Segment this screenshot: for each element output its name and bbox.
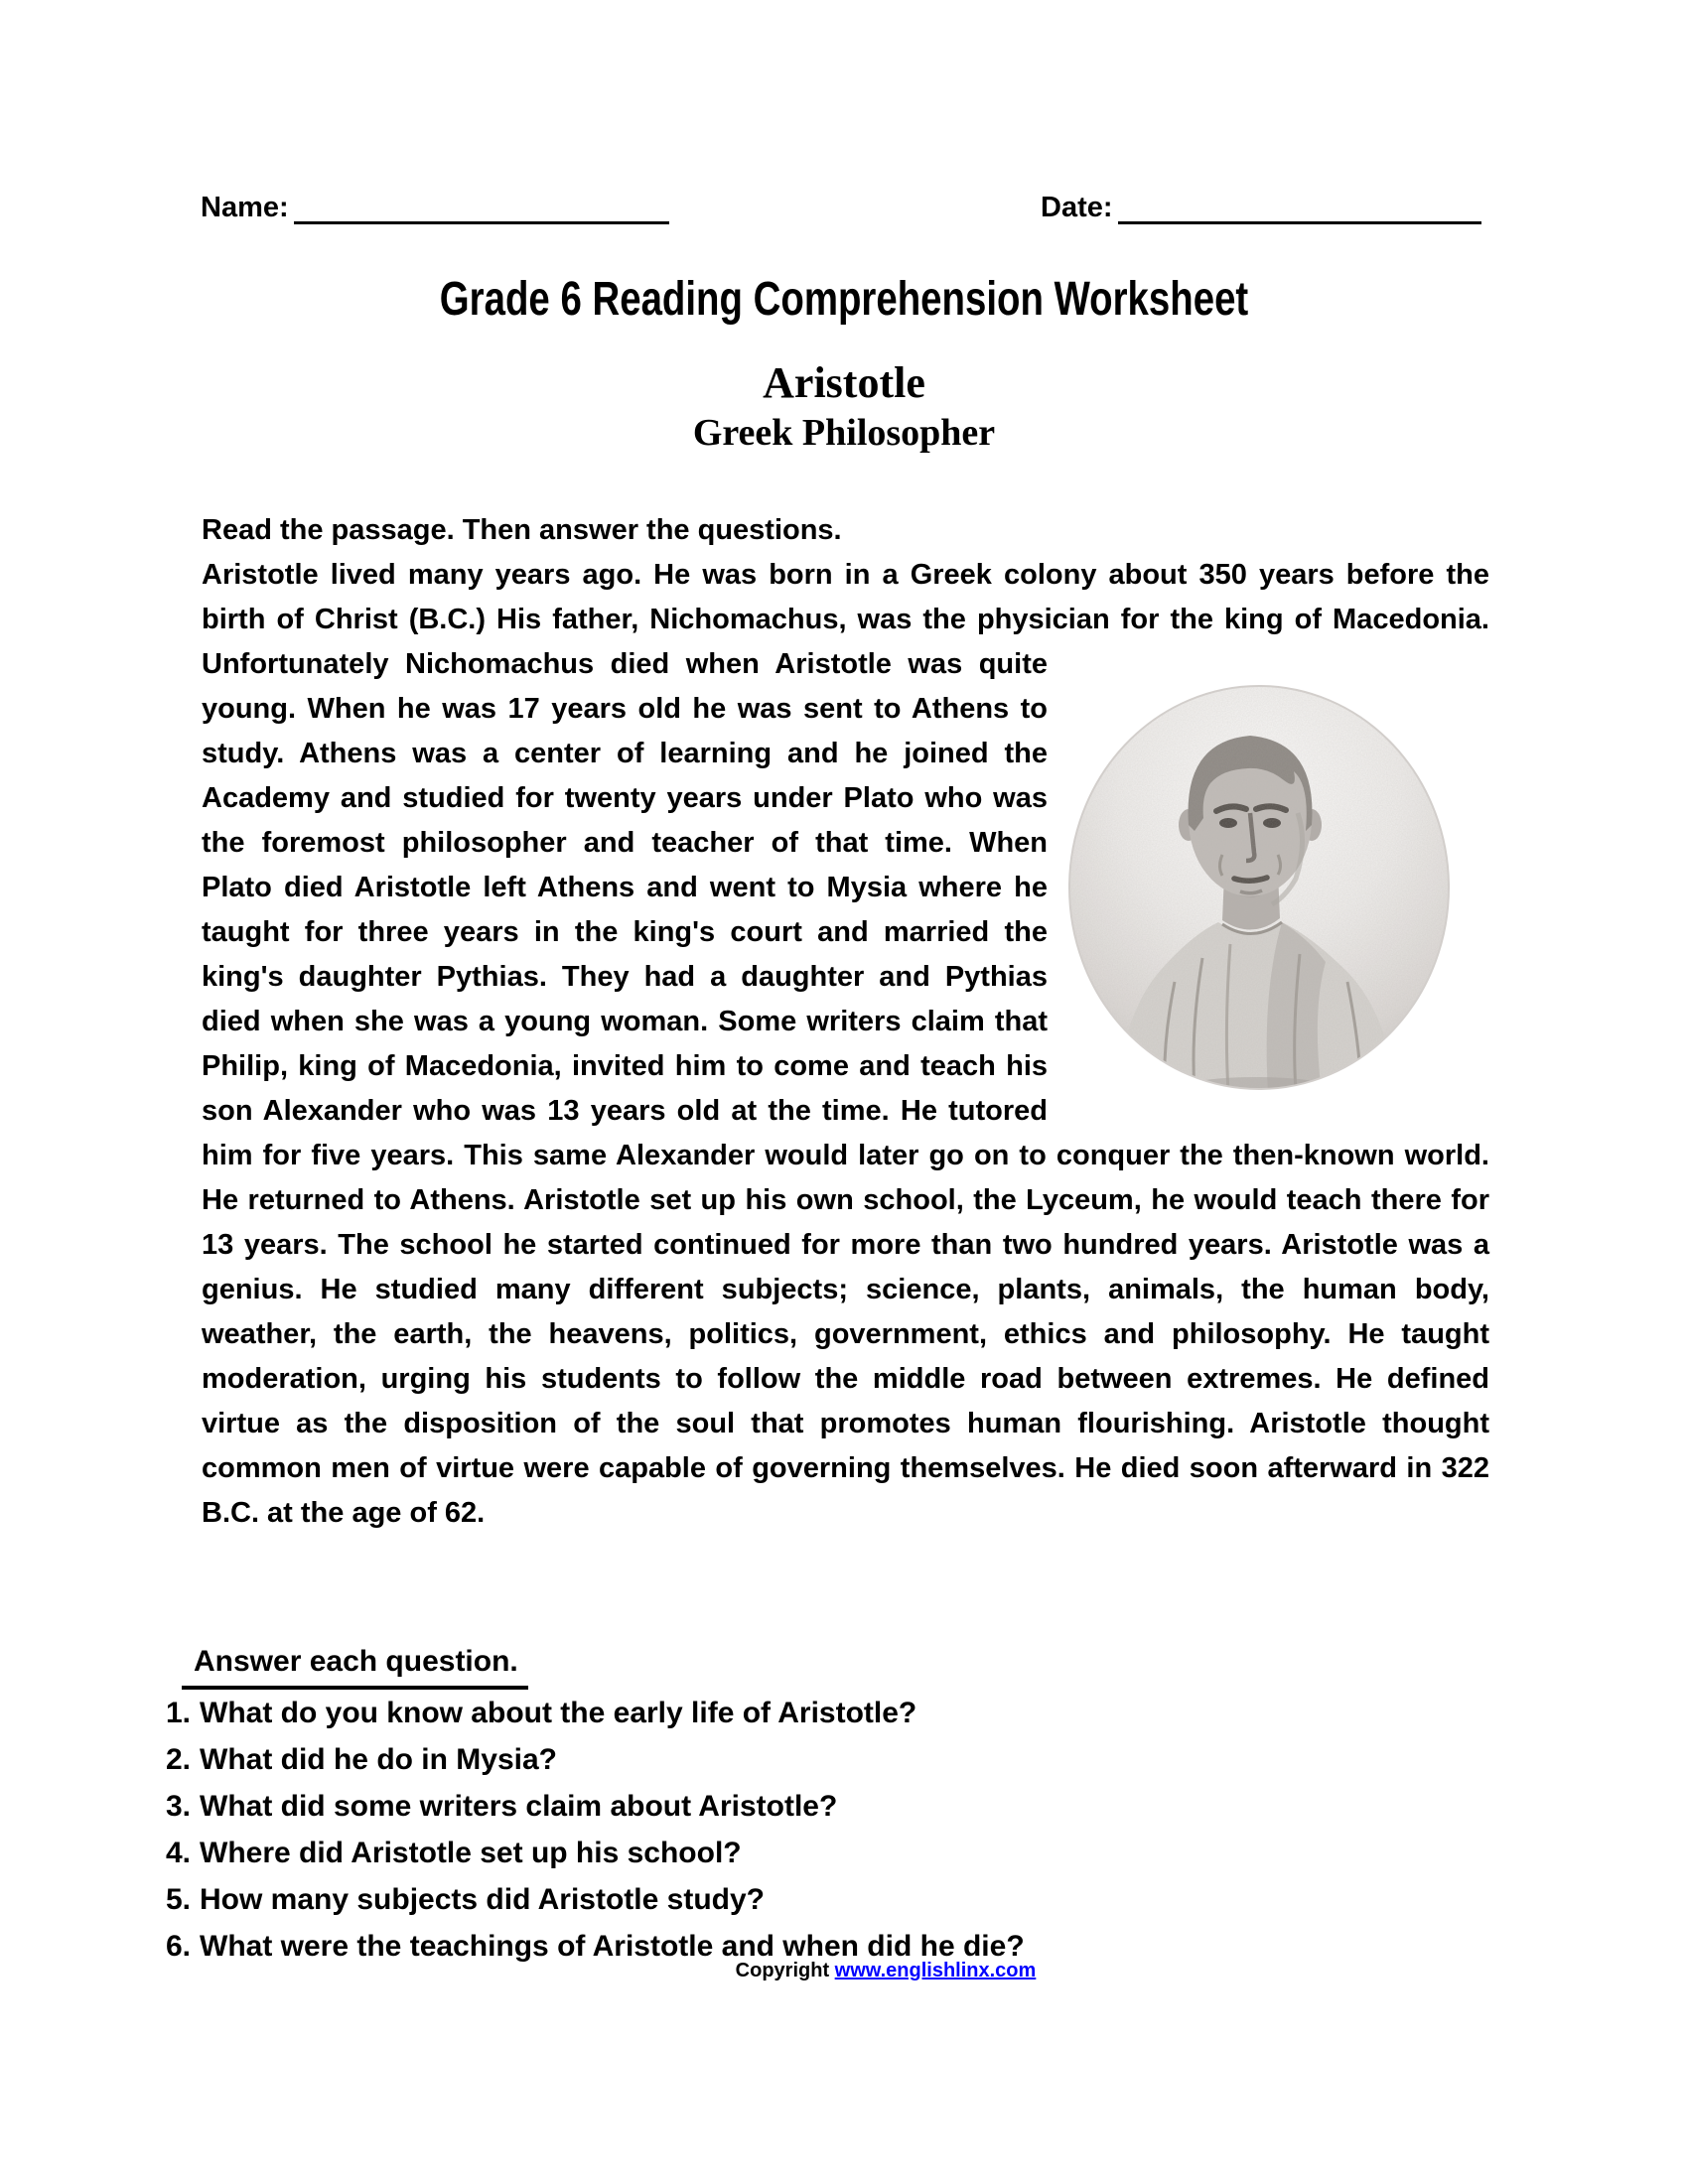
questions-header: Answer each question. [182, 1638, 528, 1690]
name-label: Name: [201, 192, 289, 223]
question-text: Where did Aristotle set up his school? [200, 1837, 742, 1869]
aristotle-portrait [1065, 684, 1453, 1091]
date-field [1041, 192, 1481, 224]
footer-copyright-link[interactable]: www.englishlinx.com [834, 1960, 1037, 1981]
passage-part2: the king of Macedonia. Unfortunately Nichomachus died when Aristotle was quite young. When he was 17 years old he was sent to Athens to study. Athens was a center of learning and he joined the Academy and studied for twenty years under Plato who was the foremost philosopher and teacher of that time. When Plato died Aristotle left Athens and went to Mysia where he taught for three years in the king's court and married the king's daughter Pythias. They had a daughter and Pythias died when she was a young woman. Some writers claim that Philip, king of Macedonia, invited him to come and teach his son Alexander who was 13 years old at the time. He tutored him for five years. This same Alexander would later go on to conquer the then-known world. He returned to Athens. Aristotle set up his own school, the Lyceum, he would teach there for 13 years. The school he started continued for more than two hundred years. Aristotle was a genius. He studied many different subjects; science, plants, animals, the human body, weather, the earth, the heavens, politics, government, ethics and philosophy. He taught moderation, urging his students to follow the middle road between extremes. He defined virtue as the disposition of the soul that promotes human flourishing. Aristotle thought common men of virtue were capable of governing themselves. He died soon afterward in 322 B.C. at the age of 62. [202, 604, 1489, 1529]
worksheet-title-text: Grade 6 Reading Comprehension Worksheet [439, 273, 1249, 326]
worksheet-title [0, 274, 1688, 326]
passage-subtitle: Greek Philosopher [692, 412, 996, 454]
copyright-label: Copyright [735, 1960, 830, 1981]
passage-part1: Aristotle lived many years ago. He was born in a Greek colony about 350 years before the birth of Christ (B.C.) His father, Nichomachus, was the physician for [202, 559, 1489, 635]
question-number: 5. [166, 1883, 192, 1916]
passage-title: Aristotle [763, 358, 925, 407]
aristotle-bust-engraving-icon [1065, 684, 1453, 1091]
question-text: What do you know about the early life of Aristotle? [200, 1697, 917, 1729]
date-blank-line [1118, 192, 1481, 224]
question-item-3 [166, 1783, 1516, 1830]
passage-instructions: Read the passage. Then answer the questions. [202, 514, 842, 546]
question-item-4 [166, 1830, 1516, 1876]
question-text: How many subjects did Aristotle study? [200, 1883, 765, 1916]
question-text: What did some writers claim about Aristotle? [200, 1790, 838, 1823]
footer [42, 1958, 1688, 1983]
questions-header-row [166, 1638, 1516, 1690]
name-field [201, 192, 669, 224]
question-number: 2. [166, 1743, 192, 1776]
date-label: Date: [1041, 192, 1113, 223]
question-number: 6. [166, 1930, 192, 1963]
question-number: 4. [166, 1837, 192, 1869]
question-item-1 [166, 1690, 1516, 1736]
question-text: What were the teachings of Aristotle and when did he die? [200, 1930, 1025, 1963]
question-number: 3. [166, 1790, 192, 1823]
passage-text [202, 553, 1489, 1536]
name-blank-line [294, 192, 669, 224]
questions-section [166, 1638, 1516, 1970]
question-item-2 [166, 1736, 1516, 1783]
question-text: What did he do in Mysia? [200, 1743, 557, 1776]
question-item-5 [166, 1876, 1516, 1923]
passage-section [202, 508, 1489, 1536]
question-number: 1. [166, 1697, 192, 1729]
